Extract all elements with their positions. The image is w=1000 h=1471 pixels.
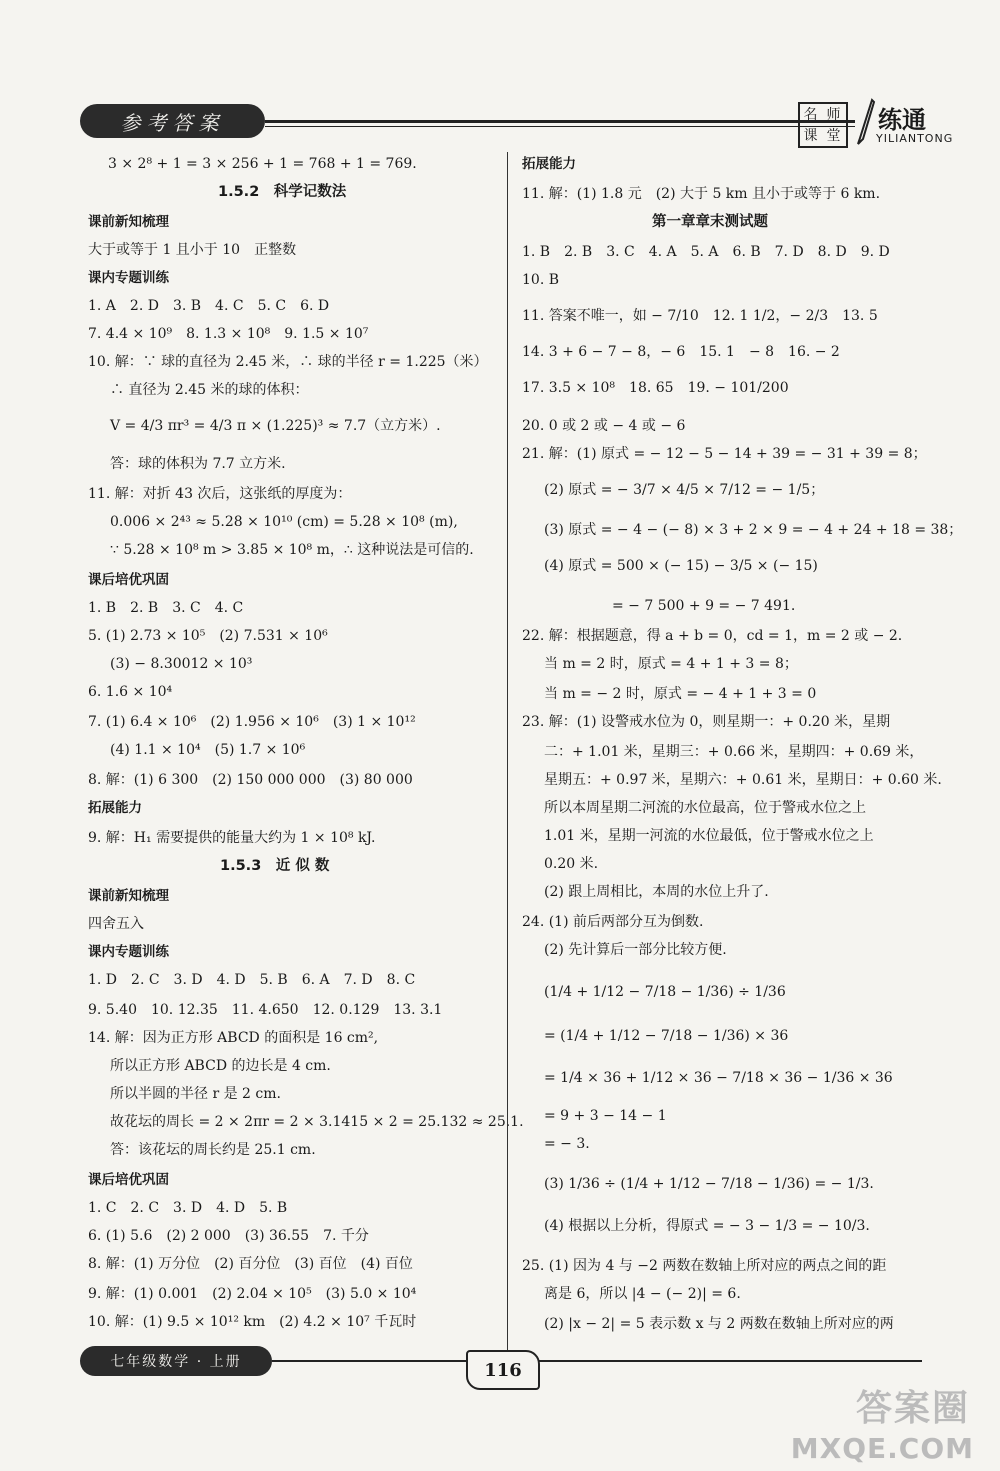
answer-line: 1.01 米，星期一河流的水位最低，位于警戒水位之上 bbox=[544, 828, 874, 844]
header-rule bbox=[265, 120, 855, 123]
section-heading: 课内专题训练 bbox=[88, 270, 169, 286]
section-badge: 参考答案 bbox=[80, 104, 265, 138]
answer-line: 21. 解：(1) 原式 = − 12 − 5 − 14 + 39 = − 31 + 39 = 8； bbox=[522, 446, 927, 462]
answer-line: 23. 解：(1) 设警戒水位为 0，则星期一：+ 0.20 米，星期 bbox=[522, 714, 891, 730]
answer-line: 所以本周星期二河流的水位最高，位于警戒水位之上 bbox=[544, 800, 866, 816]
header-rule-thin bbox=[265, 126, 855, 127]
answer-line: 14. 解：因为正方形 ABCD 的面积是 16 cm², bbox=[88, 1030, 379, 1046]
answer-line: V = 4/3 πr³ = 4/3 π × (1.225)³ ≈ 7.7（立方米）. bbox=[110, 418, 441, 434]
answer-line: 22. 解：根据题意，得 a + b = 0，cd = 1，m = 2 或 − 2. bbox=[522, 628, 903, 644]
answer-line: 10. B bbox=[522, 272, 560, 288]
answer-line: 7. 4.4 × 10⁹ 8. 1.3 × 10⁸ 9. 1.5 × 10⁷ bbox=[88, 326, 369, 342]
section-heading: 课前新知梳理 bbox=[88, 888, 169, 904]
logo-cell: 师 bbox=[826, 106, 841, 123]
logo-box bbox=[798, 102, 848, 148]
answer-line: = 1/4 × 36 + 1/12 × 36 − 7/18 × 36 − 1/36 × 36 bbox=[544, 1070, 893, 1086]
answer-line: 答：该花坛的周长约是 25.1 cm. bbox=[110, 1142, 316, 1158]
answer-line: 1. A 2. D 3. B 4. C 5. C 6. D bbox=[88, 298, 330, 314]
answer-line: (4) 1.1 × 10⁴ (5) 1.7 × 10⁶ bbox=[110, 742, 306, 758]
answer-line: 星期五：+ 0.97 米，星期六：+ 0.61 米，星期日：+ 0.60 米. bbox=[544, 772, 942, 788]
answer-line: ∵ 5.28 × 10⁸ m > 3.85 × 10⁸ m，∴ 这种说法是可信的. bbox=[110, 542, 474, 558]
page-header bbox=[70, 96, 954, 156]
section-heading: 课内专题训练 bbox=[88, 944, 169, 960]
answer-line: (3) 原式 = − 4 − (− 8) × 3 + 2 × 9 = − 4 + 24 + 18 = 38； bbox=[544, 522, 963, 538]
answer-line: 1. B 2. B 3. C 4. C bbox=[88, 600, 244, 616]
section-title: 第一章章末测试题 bbox=[652, 214, 768, 230]
answer-line: (3) 1/36 ÷ (1/4 + 1/12 − 7/18 − 1/36) = − 1/3. bbox=[544, 1176, 874, 1192]
answer-line: (3) − 8.30012 × 10³ bbox=[110, 656, 253, 672]
section-title: 1.5.2 科学记数法 bbox=[218, 184, 347, 200]
answer-line: 所以正方形 ABCD 的边长是 4 cm. bbox=[110, 1058, 331, 1074]
answer-line: 9. 解：(1) 0.001 (2) 2.04 × 10⁵ (3) 5.0 × 10⁴ bbox=[88, 1286, 417, 1302]
answer-line: 9. 解：H₁ 需要提供的能量大约为 1 × 10⁸ kJ. bbox=[88, 830, 376, 846]
answer-line: (2) 先计算后一部分比较方便. bbox=[544, 942, 727, 958]
answer-line: 1. C 2. C 3. D 4. D 5. B bbox=[88, 1200, 288, 1216]
logo-cell: 堂 bbox=[826, 127, 841, 144]
section-heading: 课后培优巩固 bbox=[88, 1172, 169, 1188]
answer-line: 6. (1) 5.6 (2) 2 000 (3) 36.55 7. 千分 bbox=[88, 1228, 369, 1244]
answer-line: = 9 + 3 − 14 − 1 bbox=[544, 1108, 667, 1124]
answer-line: 答：球的体积为 7.7 立方米. bbox=[110, 456, 286, 472]
footer-rule bbox=[272, 1360, 922, 1362]
answer-line: 8. 解：(1) 万分位 (2) 百分位 (3) 百位 (4) 百位 bbox=[88, 1256, 413, 1272]
answer-line: 离是 6，所以 |4 − (− 2)| = 6. bbox=[544, 1286, 741, 1302]
answer-line: 11. 答案不唯一，如 − 7/10 12. 1 1/2，− 2/3 13. 5 bbox=[522, 308, 878, 324]
logo-cell: 课 bbox=[803, 127, 818, 144]
answer-line: (4) 原式 = 500 × (− 15) − 3/5 × (− 15) bbox=[544, 558, 818, 574]
section-heading: 课前新知梳理 bbox=[88, 214, 169, 230]
watermark-logo: 答案圈 bbox=[855, 1388, 970, 1429]
answer-line: 24. (1) 前后两部分互为倒数. bbox=[522, 914, 704, 930]
logo-title: 练通 bbox=[878, 106, 926, 134]
answer-line: 11. 解：对折 43 次后，这张纸的厚度为： bbox=[88, 486, 352, 502]
answer-line: 故花坛的周长 = 2 × 2πr = 2 × 3.1415 × 2 = 25.132 ≈ 25.1. bbox=[110, 1114, 524, 1130]
answer-line: 大于或等于 1 且小于 10 正整数 bbox=[88, 242, 297, 258]
answer-line: 所以半圆的半径 r 是 2 cm. bbox=[110, 1086, 281, 1102]
column-divider bbox=[507, 152, 508, 1352]
watermark-url: MXQE.COM bbox=[790, 1432, 974, 1465]
answer-line: 14. 3 + 6 − 7 − 8，− 6 15. 1 − 8 16. − 2 bbox=[522, 344, 840, 360]
answer-line: 当 m = − 2 时，原式 = − 4 + 1 + 3 = 0 bbox=[544, 686, 817, 702]
answer-line: 1. B 2. B 3. C 4. A 5. A 6. B 7. D 8. D 9. D bbox=[522, 244, 890, 260]
grade-badge: 七年级数学 · 上册 bbox=[80, 1346, 272, 1376]
section-title: 1.5.3 近 似 数 bbox=[220, 858, 330, 874]
answer-line: = − 3. bbox=[544, 1136, 590, 1152]
answer-line: 25. (1) 因为 4 与 −2 两数在数轴上所对应的两点之间的距 bbox=[522, 1258, 887, 1274]
answer-line: 7. (1) 6.4 × 10⁶ (2) 1.956 × 10⁶ (3) 1 × 10¹² bbox=[88, 714, 416, 730]
answer-line: = (1/4 + 1/12 − 7/18 − 1/36) × 36 bbox=[544, 1028, 789, 1044]
section-heading: 课后培优巩固 bbox=[88, 572, 169, 588]
answer-line: (4) 根据以上分析，得原式 = − 3 − 1/3 = − 10/3. bbox=[544, 1218, 870, 1234]
answer-line: 10. 解：∵ 球的直径为 2.45 米，∴ 球的半径 r = 1.225（米） bbox=[88, 354, 488, 370]
answer-line: 11. 解：(1) 1.8 元 (2) 大于 5 km 且小于或等于 6 km. bbox=[522, 186, 881, 202]
answer-line: 1. D 2. C 3. D 4. D 5. B 6. A 7. D 8. C bbox=[88, 972, 416, 988]
answer-line: 9. 5.40 10. 12.35 11. 4.650 12. 0.129 13. 3.1 bbox=[88, 1002, 443, 1018]
answer-line: (2) 原式 = − 3/7 × 4/5 × 7/12 = − 1/5； bbox=[544, 482, 825, 498]
answer-line: 5. (1) 2.73 × 10⁵ (2) 7.531 × 10⁶ bbox=[88, 628, 328, 644]
brand-logo bbox=[798, 96, 954, 152]
answer-line: 6. 1.6 × 10⁴ bbox=[88, 684, 173, 700]
answer-line: 二：+ 1.01 米，星期三：+ 0.66 米，星期四：+ 0.69 米， bbox=[544, 744, 924, 760]
page-number: 116 bbox=[466, 1350, 540, 1390]
answer-line: 四舍五入 bbox=[88, 916, 144, 932]
pen-icon bbox=[854, 98, 876, 146]
answer-line: ∴ 直径为 2.45 米的球的体积： bbox=[110, 382, 309, 398]
logo-subtitle: YILIANTONG bbox=[876, 132, 954, 145]
answer-line: 8. 解：(1) 6 300 (2) 150 000 000 (3) 80 000 bbox=[88, 772, 413, 788]
answer-line: 0.006 × 2⁴³ ≈ 5.28 × 10¹⁰ (cm) = 5.28 × 10⁸ (m), bbox=[110, 514, 458, 530]
answer-line: 10. 解：(1) 9.5 × 10¹² km (2) 4.2 × 10⁷ 千瓦时 bbox=[88, 1314, 417, 1330]
answer-line: (2) 跟上周相比，本周的水位上升了. bbox=[544, 884, 769, 900]
answer-line: = − 7 500 + 9 = − 7 491. bbox=[612, 598, 796, 614]
answer-line: (1/4 + 1/12 − 7/18 − 1/36) ÷ 1/36 bbox=[544, 984, 786, 1000]
section-heading: 拓展能力 bbox=[522, 156, 576, 172]
answer-line: 20. 0 或 2 或 − 4 或 − 6 bbox=[522, 418, 686, 434]
answer-line: 17. 3.5 × 10⁸ 18. 65 19. − 101/200 bbox=[522, 380, 789, 396]
logo-cell: 名 bbox=[803, 106, 818, 123]
answer-line: 0.20 米. bbox=[544, 856, 599, 872]
answer-line: 当 m = 2 时，原式 = 4 + 1 + 3 = 8； bbox=[544, 656, 798, 672]
section-heading: 拓展能力 bbox=[88, 800, 142, 816]
answer-line: 3 × 2⁸ + 1 = 3 × 256 + 1 = 768 + 1 = 769. bbox=[108, 156, 417, 172]
answer-line: (2) |x − 2| = 5 表示数 x 与 2 两数在数轴上所对应的两 bbox=[544, 1316, 894, 1332]
